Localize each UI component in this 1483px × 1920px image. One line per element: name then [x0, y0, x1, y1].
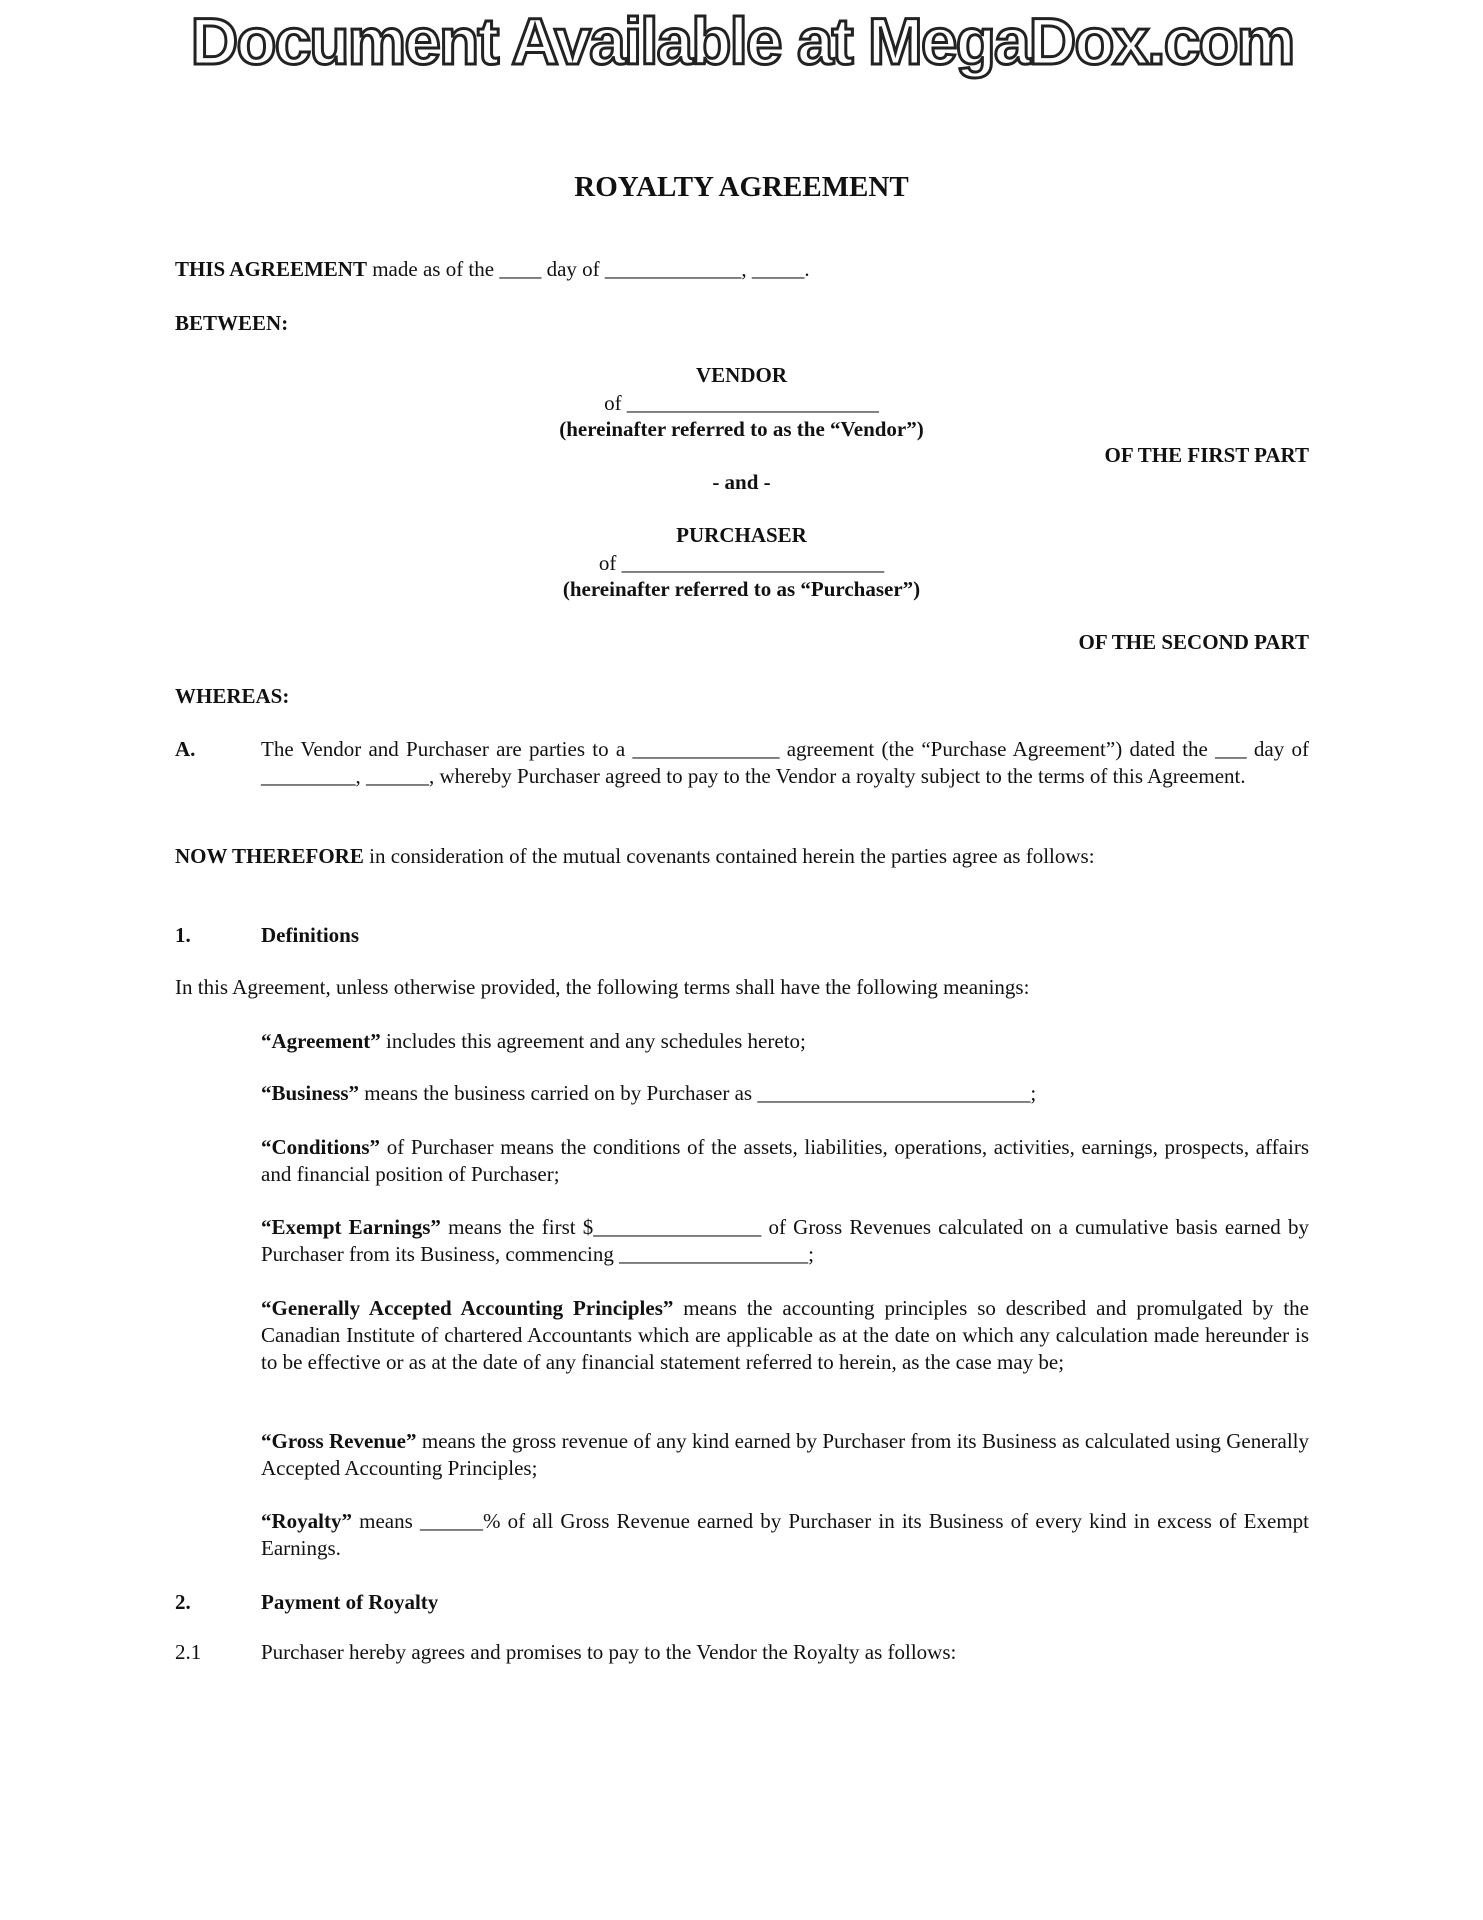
purchaser-name: PURCHASER	[676, 523, 807, 547]
definitions-intro: In this Agreement, unless otherwise provided, the following terms shall have the following meanings:	[175, 975, 1030, 999]
definition-item	[261, 1134, 1309, 1188]
section-1-number: 1.	[175, 923, 191, 947]
purchaser-ref: (hereinafter referred to as “Purchaser”)	[562, 577, 921, 601]
definition-term: “Exempt Earnings”	[261, 1215, 441, 1239]
definition-text: means the gross revenue of any kind earned by Purchaser from its Business as calculated using Generally Accepted Accounting Principles;	[261, 1429, 1309, 1480]
definition-text: means the business carried on by Purchaser as __________________________;	[359, 1081, 1037, 1105]
between-label: BETWEEN:	[175, 311, 289, 335]
purchaser-of: of _________________________	[598, 551, 885, 575]
definition-term: “Generally Accepted Accounting Principles”	[261, 1296, 674, 1320]
vendor-ref: (hereinafter referred to as the “Vendor”)	[559, 417, 924, 441]
definition-text: of Purchaser means the conditions of the assets, liabilities, operations, activities, earnings, prospects, affairs and financial position of Purchaser;	[261, 1135, 1309, 1186]
definition-term: “Gross Revenue”	[261, 1429, 417, 1453]
whereas-label: WHEREAS:	[175, 684, 290, 708]
intro-text: made as of the ____ day of _____________, _____.	[366, 257, 810, 281]
and-separator: - and -	[712, 470, 771, 494]
section-2-number: 2.	[175, 1590, 191, 1614]
definition-item	[261, 1508, 1309, 1562]
recital-a-text: The Vendor and Purchaser are parties to a ______________ agreement (the “Purchase Agreement”) dated the ___ day of _________, ______, whereby Purchaser agreed to pay to the Vendor a royalty subject to the terms of this Agreement.	[261, 737, 1309, 788]
definition-term: “Conditions”	[261, 1135, 381, 1159]
now-therefore-clause	[175, 843, 1309, 870]
vendor-of: of ________________________	[604, 391, 879, 415]
definition-item	[261, 1028, 1309, 1055]
now-therefore-text: in consideration of the mutual covenants contained herein the parties agree as follows:	[363, 844, 1095, 868]
first-part-label: OF THE FIRST PART	[1104, 443, 1309, 467]
section-2-heading: Payment of Royalty	[261, 1590, 439, 1614]
second-part-label: OF THE SECOND PART	[1078, 630, 1309, 654]
recital-a-number: A.	[175, 737, 196, 761]
now-therefore-bold: NOW THEREFORE	[175, 844, 364, 868]
definition-text: means ______% of all Gross Revenue earned by Purchaser in its Business of every kind in excess of Exempt Earnings.	[261, 1509, 1309, 1560]
definition-term: “Royalty”	[261, 1509, 352, 1533]
watermark-banner: Document Available at MegaDox.com	[190, 4, 1294, 78]
definition-term: “Business”	[261, 1081, 360, 1105]
document-title: ROYALTY AGREEMENT	[574, 171, 909, 203]
definition-item	[261, 1214, 1309, 1268]
definition-item	[261, 1080, 1309, 1107]
section-1-heading: Definitions	[261, 923, 360, 947]
definition-item	[261, 1295, 1309, 1376]
definition-term: “Agreement”	[261, 1029, 381, 1053]
definition-text: means the first $________________ of Gross Revenues calculated on a cumulative basis earned by Purchaser from its Business, commencing __________________;	[261, 1215, 1309, 1266]
subsection-2-1-text: Purchaser hereby agrees and promises to pay to the Vendor the Royalty as follows:	[261, 1640, 957, 1664]
definition-text: includes this agreement and any schedules hereto;	[380, 1029, 806, 1053]
intro-bold: THIS AGREEMENT	[175, 257, 367, 281]
definition-item	[261, 1428, 1309, 1482]
agreement-intro	[175, 256, 1309, 283]
vendor-name: VENDOR	[695, 363, 787, 387]
definition-text: means the accounting principles so described and promulgated by the Canadian Institute of chartered Accountants which are applicable as at the date on which any calculation made hereunder is to be effective or as at the date of any financial statement referred to herein, as the case may be;	[261, 1296, 1310, 1374]
subsection-2-1-number: 2.1	[175, 1640, 202, 1664]
